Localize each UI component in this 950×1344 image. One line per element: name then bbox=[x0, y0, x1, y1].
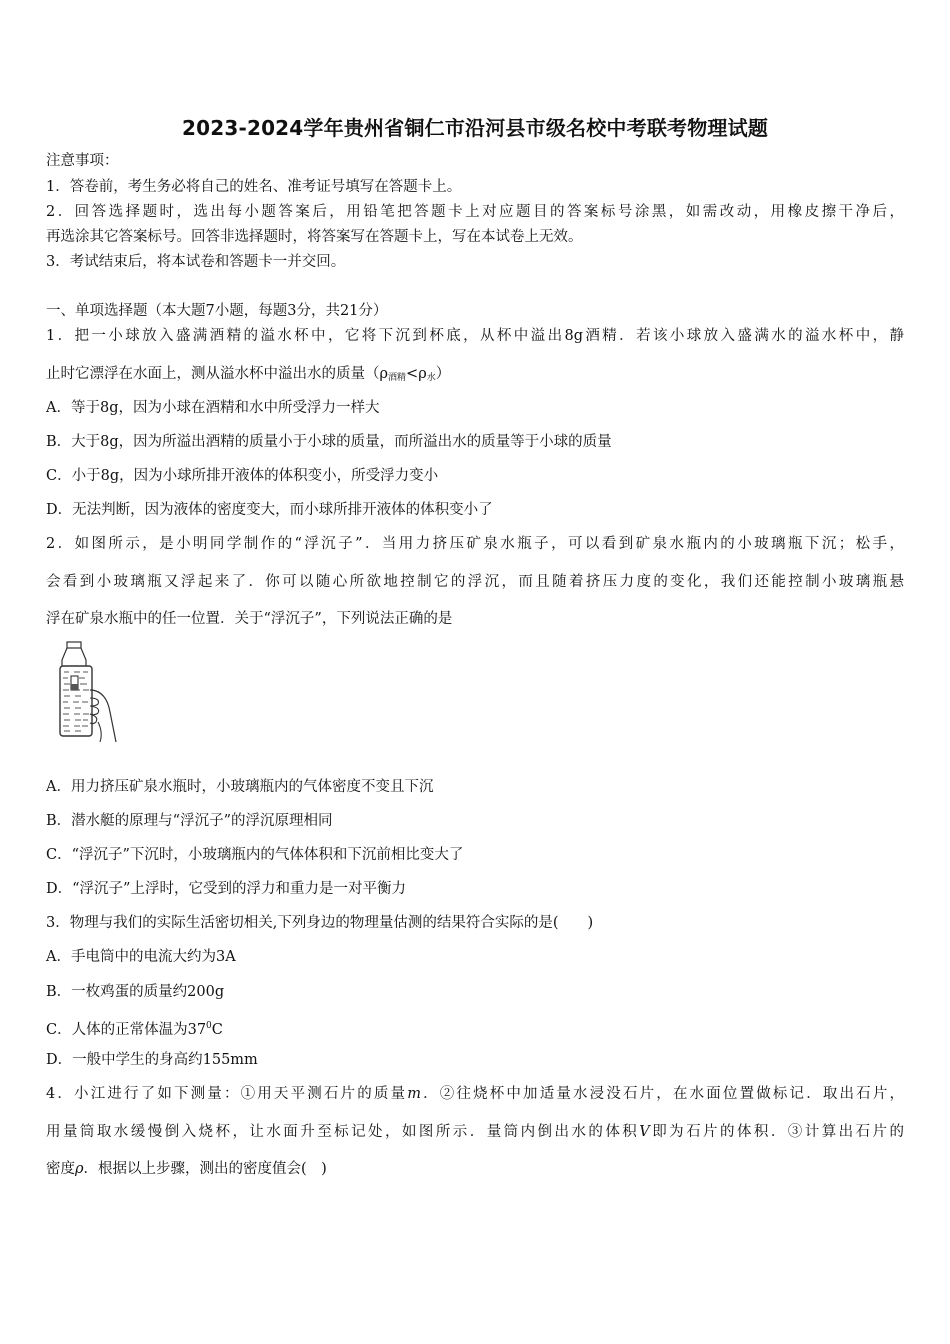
q2-option-d: D．“浮沉子”上浮时，它受到的浮力和重力是一对平衡力 bbox=[46, 881, 406, 897]
q1-option-c: C．小于8g，因为小球所排开液体的体积变小，所受浮力变小 bbox=[46, 468, 439, 484]
notice-item-3: 3．考试结束后，将本试卷和答题卡一并交回。 bbox=[46, 254, 346, 270]
q2-option-a: A．用力挤压矿泉水瓶时，小玻璃瓶内的气体密度不变且下沉 bbox=[46, 779, 434, 795]
q1-stem-line2 bbox=[46, 364, 904, 388]
notice-item-1: 1．答卷前，考生务必将自己的姓名、准考证号填写在答题卡上。 bbox=[46, 179, 462, 195]
page-title: 2023-2024学年贵州省铜仁市沿河县市级名校中考联考物理试题 bbox=[181, 116, 769, 140]
q1-option-d: D．无法判断，因为液体的密度变大，而小球所排开液体的体积变小了 bbox=[46, 502, 493, 518]
q1-option-b: B．大于8g，因为所溢出酒精的质量小于小球的质量，而所溢出水的质量等于小球的质量 bbox=[46, 434, 612, 450]
q3-option-d: D．一般中学生的身高约155mm bbox=[46, 1052, 258, 1068]
q1-stem-text-c: ） bbox=[435, 366, 451, 382]
q2-option-c: C．“浮沉子”下沉时，小玻璃瓶内的气体体积和下沉前相比变大了 bbox=[46, 847, 464, 863]
q4-stem-line3 bbox=[46, 1159, 904, 1179]
q4-stem-text-f: ．根据以上步骤，测出的密度值会( ) bbox=[83, 1161, 327, 1177]
q4-symbol-v: V bbox=[639, 1124, 650, 1140]
q1-stem-line1: 1．把一小球放入盛满酒精的溢水杯中，它将下沉到杯底，从杯中溢出8g酒精．若该小球放入盛满水的溢水杯中，静 bbox=[46, 328, 904, 344]
q4-stem-text-c: 用量筒取水缓慢倒入烧杯，让水面升至标记处，如图所示．量筒内倒出水的体积 bbox=[46, 1124, 640, 1140]
q4-stem-text-e: 密度 bbox=[46, 1161, 75, 1177]
q3-option-b: B．一枚鸡蛋的质量约200g bbox=[46, 984, 225, 1000]
q2-stem-line3: 浮在矿泉水瓶中的任一位置．关于“浮沉子”，下列说法正确的是 bbox=[46, 611, 453, 627]
section-heading: 一、单项选择题（本大题7小题，每题3分，共21分） bbox=[46, 303, 388, 319]
notice-heading: 注意事项： bbox=[46, 153, 119, 169]
q4-stem-text-b: ．②往烧杯中加适量水浸没石片，在水面位置做标记．取出石片， bbox=[420, 1086, 904, 1102]
q3-option-c bbox=[46, 1016, 904, 1040]
q3-option-c-degree: 0 bbox=[206, 1021, 212, 1031]
q4-symbol-m: m bbox=[407, 1086, 421, 1102]
q2-stem-line1: 2．如图所示，是小明同学制作的“浮沉子”．当用力挤压矿泉水瓶子，可以看到矿泉水瓶内的小玻璃瓶下沉；松手， bbox=[46, 536, 904, 552]
q1-stem-text-b: <ρ bbox=[406, 366, 427, 382]
q4-symbol-rho: ρ bbox=[75, 1161, 84, 1177]
q1-subscript-alcohol: 酒精 bbox=[388, 373, 407, 383]
q3-option-c-unit: C bbox=[211, 1022, 223, 1038]
q4-stem-text-a: 4．小江进行了如下测量：①用天平测石片的质量 bbox=[46, 1086, 408, 1102]
bottle-diver-figure bbox=[50, 640, 130, 745]
q2-stem-line2: 会看到小玻璃瓶又浮起来了．你可以随心所欲地控制它的浮沉，而且随着挤压力度的变化，我们还能控制小玻璃瓶悬 bbox=[46, 574, 904, 590]
q4-stem-line1 bbox=[46, 1084, 904, 1104]
q4-stem-line2 bbox=[46, 1122, 904, 1142]
q4-stem-text-d: 即为石片的体积．③计算出石片的 bbox=[649, 1124, 905, 1140]
notice-item-2: 2．回答选择题时，选出每小题答案后，用铅笔把答题卡上对应题目的答案标号涂黑，如需改动，用橡皮擦干净后， bbox=[46, 204, 904, 220]
q2-option-b: B．潜水艇的原理与“浮沉子”的浮沉原理相同 bbox=[46, 813, 333, 829]
q3-option-a: A．手电筒中的电流大约为3A bbox=[46, 949, 236, 965]
q1-subscript-water: 水 bbox=[426, 373, 436, 383]
q1-option-a: A．等于8g，因为小球在酒精和水中所受浮力一样大 bbox=[46, 400, 380, 416]
q1-stem-text-a: 止时它漂浮在水面上，测从溢水杯中溢出水的质量（ρ bbox=[46, 366, 389, 382]
q3-stem: 3．物理与我们的实际生活密切相关,下列身边的物理量估测的结果符合实际的是( ) bbox=[46, 915, 594, 931]
q3-option-c-text: C．人体的正常体温为37 bbox=[46, 1022, 207, 1038]
notice-item-2-cont: 再选涂其它答案标号。回答非选择题时，将答案写在答题卡上，写在本试卷上无效。 bbox=[46, 229, 583, 245]
